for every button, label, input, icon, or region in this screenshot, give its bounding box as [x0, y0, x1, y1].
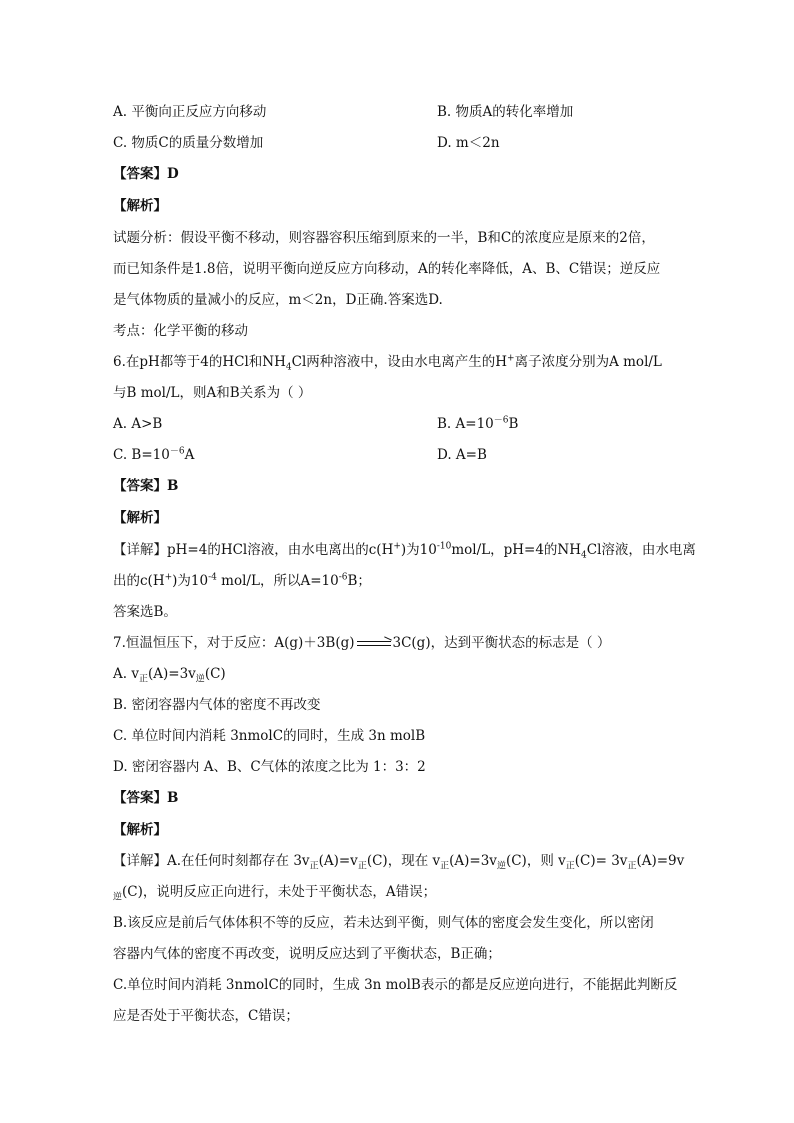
q6-conclusion: 答案选B。 — [113, 604, 177, 620]
q5-option-d: D. m＜2n — [437, 135, 500, 151]
q7-detail-b-line-2: 容器内气体的密度不再改变，说明反应达到了平衡状态，B正确； — [113, 946, 501, 962]
q7-option-b: B. 密闭容器内气体的密度不再改变 — [113, 697, 321, 713]
q6-option-a: A. A>B — [113, 416, 163, 432]
q6-detail-line-1: 【详解】pH=4的HCl溶液，由水电离出的c(H+)为$10^{-10}mol/L$，pH=4的$NH_4Cl$溶液，由水电离 — [113, 541, 696, 561]
q5-answer: 【答案】D — [113, 166, 179, 182]
q5-option-a: A. 平衡向正反应方向移动 — [113, 104, 267, 120]
q5-analysis-line-3: 是气体物质的量减小的反应，m＜2n，D正确.答案选D. — [113, 292, 443, 308]
q6-option-b: B. $A=10^{-6}B$ — [437, 415, 519, 432]
q5-analysis-line-1: 试题分析：假设平衡不移动，则容器容积压缩到原来的一半，B和C的浓度应是原来的2倍， — [113, 230, 655, 246]
q5-point: 考点：化学平衡的移动 — [113, 323, 248, 339]
q5-option-c: C. 物质C的质量分数增加 — [113, 135, 264, 151]
q5-analysis-line-2: 而已知条件是1.8倍，说明平衡向逆反应方向移动，A的转化率降低，A、B、C错误；逆反应 — [113, 261, 661, 277]
q7-analysis-title: 【解析】 — [113, 822, 167, 838]
q7-stem: 7.恒温恒压下，对于反应：A(g)＋3B(g) 3C(g)，达到平衡状态的标志是（ ） — [113, 635, 611, 651]
q5-option-b: B. 物质A的转化率增加 — [437, 104, 574, 120]
q7-option-c: C. 单位时间内消耗 3nmolC的同时，生成 3n molB — [113, 728, 426, 744]
equilibrium-arrow-icon — [357, 640, 391, 648]
q6-option-c: C. $B=10^{-6}A$ — [113, 446, 195, 463]
q7-detail-c-line-1: C.单位时间内消耗 3nmolC的同时，生成 3n molB表示的都是反应逆向进行，不能据此判断反 — [113, 977, 678, 993]
q7-detail-line-2: $_逆$(C)，说明反应正向进行，未处于平衡状态，A错误； — [113, 884, 437, 903]
q6-option-d: D. A=B — [437, 447, 487, 463]
q7-detail-line-1: 【详解】A.在任何时刻都存在 $3v_正(A)=v_正(C)$，现在 $v_正(A)=3v_逆(C)$，则 $v_正(C)= 3v_正(A)=9v$ — [113, 853, 685, 872]
q7-detail-b-line-1: B.该反应是前后气体体积不等的反应，若未达到平衡，则气体的密度会发生变化，所以密闭 — [113, 915, 654, 931]
q6-answer: 【答案】B — [113, 478, 179, 494]
q6-analysis-title: 【解析】 — [113, 510, 167, 526]
q7-option-a: A. $v_正(A)=3v_逆(C)$ — [113, 666, 226, 685]
q6-stem-line-2: 与B mol/L，则A和B关系为（ ） — [113, 385, 312, 401]
q7-option-d: D. 密闭容器内 A、B、C气体的浓度之比为 1：3：2 — [113, 759, 426, 775]
q5-analysis-title: 【解析】 — [113, 198, 167, 214]
q7-detail-c-line-2: 应是否处于平衡状态，C错误； — [113, 1008, 299, 1024]
q6-stem-line-1: 6.在pH都等于4的HCl和$NH_4Cl$两种溶液中，设由水电离产生的H+离子浓度分别为A mol/L — [113, 353, 662, 373]
q6-detail-line-2: 出的c(H+)为$10^{-4}$ mol/L，所以$A=10^{-6}B$； — [113, 572, 371, 589]
q7-answer: 【答案】B — [113, 790, 179, 806]
